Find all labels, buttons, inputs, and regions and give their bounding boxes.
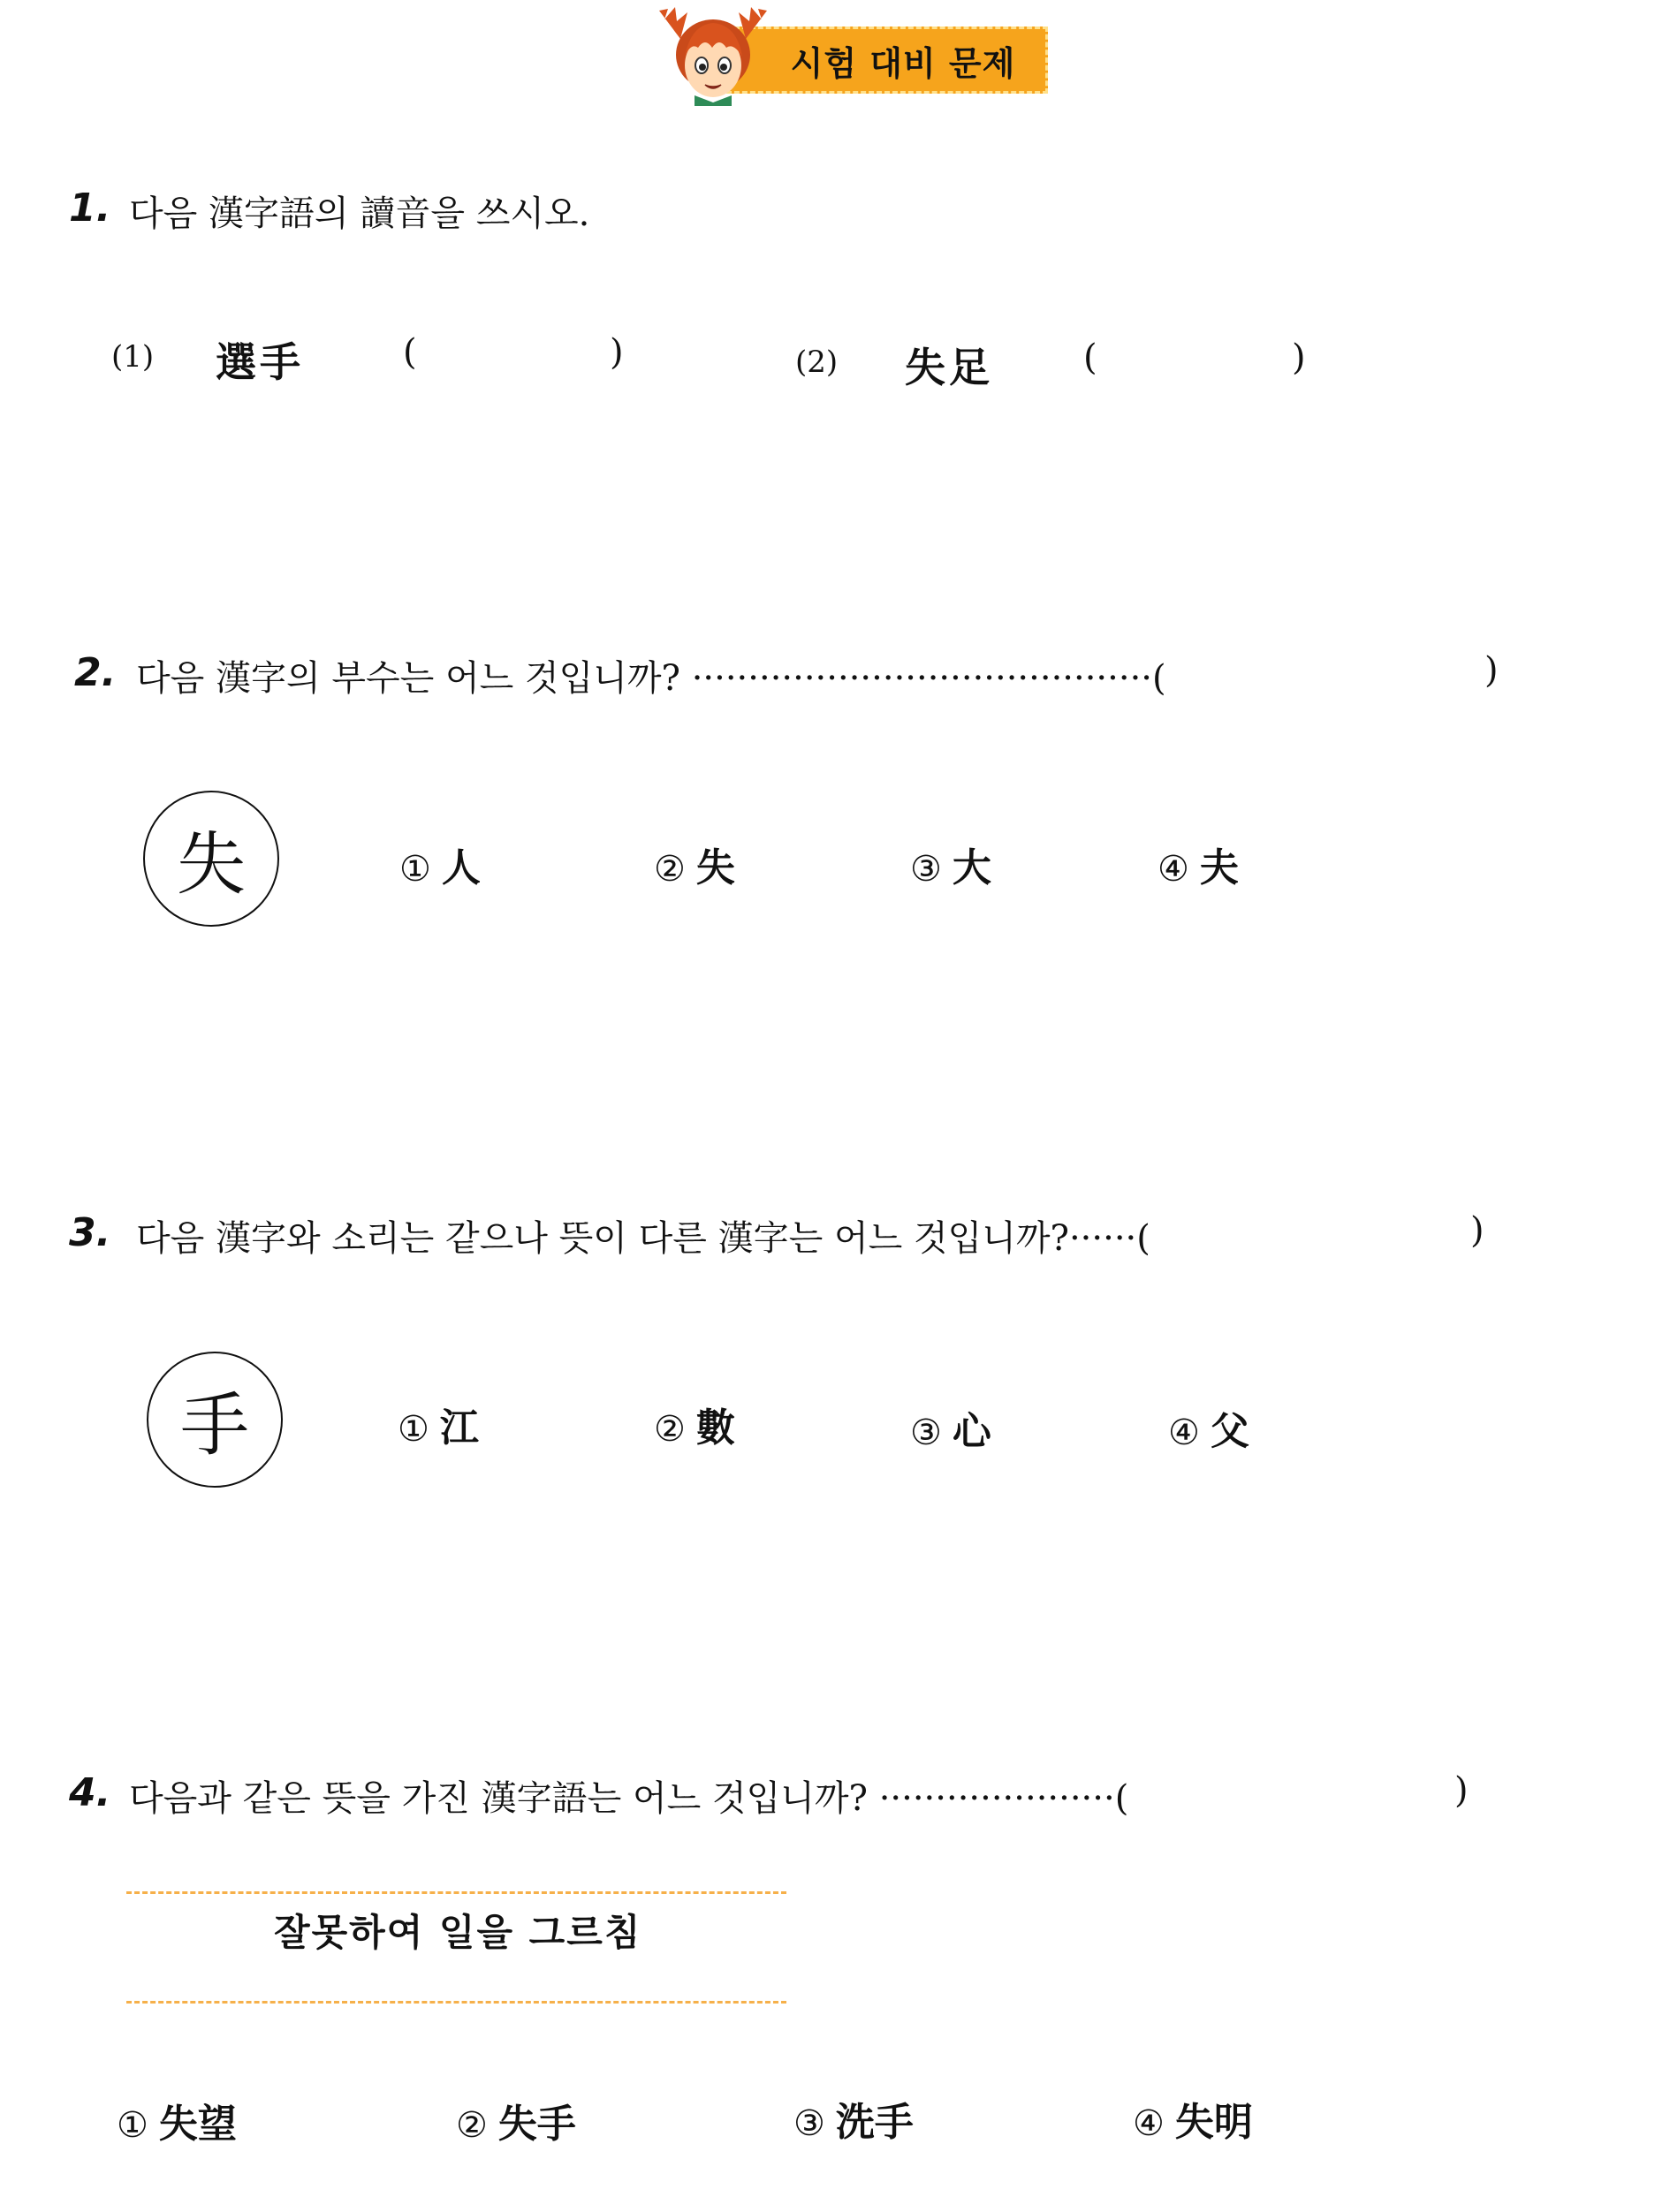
meaning-top-divider <box>126 1891 786 1894</box>
q4-option-4 <box>1133 2090 1253 2147</box>
q2-option-1 <box>399 836 481 892</box>
q3-option-1-hanja: 江 <box>439 1405 479 1451</box>
q3-option-3-hanja: 心 <box>952 1409 991 1454</box>
q2-option-3-hanja: 大 <box>952 845 991 890</box>
q3-option-2 <box>654 1396 735 1452</box>
q2-option-4 <box>1158 836 1239 892</box>
q2-option-1-mark: ① <box>399 849 431 890</box>
q3-option-3-mark: ③ <box>910 1413 942 1453</box>
q4-option-2 <box>456 2092 576 2148</box>
q3-number: 3. <box>69 1210 111 1255</box>
q4-option-1-hanja: 失望 <box>158 2102 237 2147</box>
q3-close-paren: ) <box>1470 1210 1484 1251</box>
q2-close-paren: ) <box>1484 650 1499 691</box>
q2-option-2-hanja: 失 <box>695 845 735 890</box>
q3-option-4-mark: ④ <box>1168 1413 1200 1453</box>
q2-text: 다음 漢字의 부수는 어느 것입니까? ·········································( <box>136 658 1166 699</box>
q2-option-3-mark: ③ <box>910 849 942 890</box>
q4-number: 4. <box>69 1770 111 1815</box>
q4-text: 다음과 같은 뜻을 가진 漢字語는 어느 것입니까? ·····················( <box>129 1778 1129 1819</box>
q1-item2-label: (2) <box>795 345 839 380</box>
q1-number: 1. <box>69 186 111 231</box>
header-badge <box>726 27 1048 94</box>
q1-item2-open-paren: ( <box>1083 337 1097 378</box>
q4-close-paren: ) <box>1454 1770 1469 1811</box>
q2-option-3 <box>910 836 991 892</box>
q4-option-3 <box>793 2090 914 2147</box>
q4-option-2-hanja: 失手 <box>497 2102 576 2147</box>
q3-circle-char: 手 <box>179 1386 249 1466</box>
q3-option-1-mark: ① <box>398 1409 429 1450</box>
q2-circle-char: 失 <box>176 825 246 905</box>
q2-option-4-mark: ④ <box>1158 849 1189 890</box>
header-title: 시험 대비 문제 <box>790 43 1016 83</box>
q1-text: 다음 漢字語의 讀音을 쓰시오. <box>129 193 590 234</box>
q2-number: 2. <box>74 650 117 695</box>
q3-option-2-mark: ② <box>654 1409 686 1450</box>
meaning-bottom-divider <box>126 2001 786 2004</box>
q3-option-4 <box>1168 1399 1249 1456</box>
q4-option-1-mark: ① <box>117 2105 148 2146</box>
q2-circled-hanja <box>143 791 279 927</box>
q2-option-4-hanja: 夫 <box>1199 845 1239 890</box>
mascot-girl-icon <box>656 4 770 106</box>
q2-option-2 <box>654 836 735 892</box>
q1-item1-open-paren: ( <box>403 332 417 373</box>
q4-option-3-hanja: 洗手 <box>835 2100 914 2145</box>
q4-option-1 <box>117 2092 237 2148</box>
q3-option-3 <box>910 1399 991 1456</box>
q1-item1-label: (1) <box>111 339 155 375</box>
q3-option-1 <box>398 1396 479 1452</box>
q4-option-4-hanja: 失明 <box>1174 2100 1253 2145</box>
q4-option-4-mark: ④ <box>1133 2103 1165 2144</box>
q1-item1-hanja: 選手 <box>216 338 304 386</box>
q2-option-1-hanja: 人 <box>441 845 481 890</box>
q1-item2-hanja: 失足 <box>905 344 993 391</box>
q2-option-2-mark: ② <box>654 849 686 890</box>
q3-text: 다음 漢字와 소리는 같으나 뜻이 다른 漢字는 어느 것입니까?······( <box>136 1218 1150 1259</box>
q3-option-4-hanja: 父 <box>1210 1409 1249 1454</box>
q4-option-3-mark: ③ <box>793 2103 825 2144</box>
q1-item2-close-paren: ) <box>1292 337 1306 378</box>
q1-item1-close-paren: ) <box>610 332 624 373</box>
q4-option-2-mark: ② <box>456 2105 488 2146</box>
q3-circled-hanja <box>147 1352 283 1488</box>
q3-option-2-hanja: 數 <box>695 1405 735 1451</box>
q4-meaning: 잘못하여 일을 그르침 <box>274 1911 642 1954</box>
